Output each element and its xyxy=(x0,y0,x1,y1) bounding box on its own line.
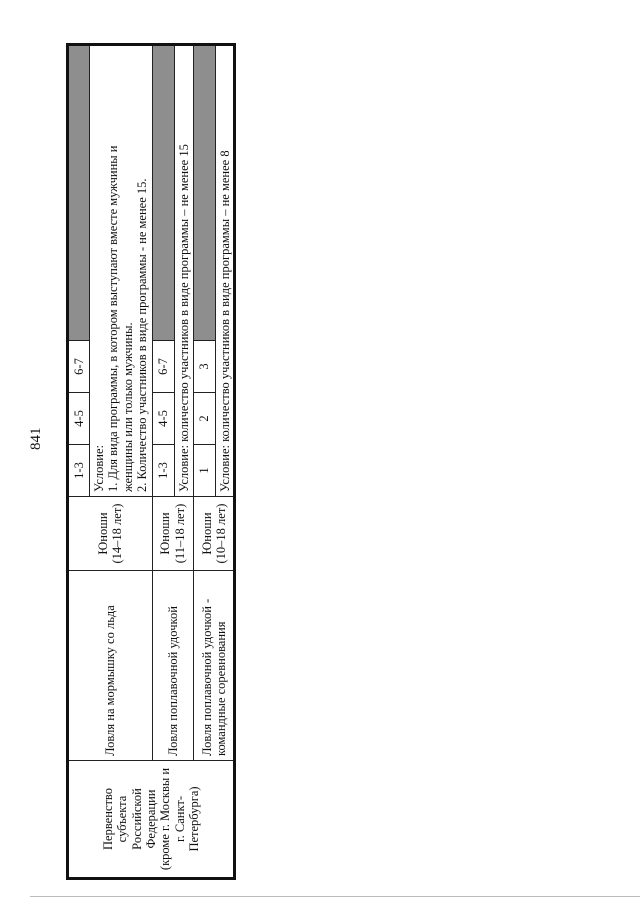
age-cell xyxy=(68,497,153,571)
count-cell: 4-5 xyxy=(68,393,90,445)
discipline-cell: Ловля поплавочной удочкой - командные соревнования xyxy=(193,571,234,761)
shaded-cell xyxy=(152,45,174,341)
condition-cell: Условие: количество участников в виде программы – не менее 8 xyxy=(215,45,234,497)
condition-line: 2. Количество участников в виде программы - не менее 15. xyxy=(135,178,150,492)
rotated-table-container xyxy=(66,46,236,880)
count-cell: 1 xyxy=(193,445,215,497)
condition-line: Условие: xyxy=(92,445,106,492)
age-group: Юноши xyxy=(158,512,173,555)
count-cell: 6-7 xyxy=(68,341,90,393)
discipline-cell: Ловля поплавочной удочкой xyxy=(152,571,193,761)
scan-edge-line xyxy=(30,896,640,897)
shaded-cell xyxy=(68,45,90,341)
count-cell: 1-3 xyxy=(68,445,90,497)
table-row xyxy=(193,45,215,879)
condition-cell: Условие: количество участников в виде программы – не менее 15 xyxy=(174,45,193,497)
age-cell xyxy=(152,497,193,571)
condition-cell xyxy=(90,45,153,497)
count-cell: 2 xyxy=(193,393,215,445)
age-range: (10–18 лет) xyxy=(214,503,229,564)
age-range: (14–18 лет) xyxy=(110,503,125,564)
age-group: Юноши xyxy=(95,512,110,555)
count-cell: 1-3 xyxy=(152,445,174,497)
table-row xyxy=(152,45,174,879)
discipline-cell: Ловля на мормышку со льда xyxy=(68,571,153,761)
condition-line: женщины или только мужчины. xyxy=(120,322,135,492)
age-group: Юноши xyxy=(199,512,214,555)
competition-line: (кроме г. Москвы и xyxy=(158,767,173,871)
competition-line: Первенство субъекта xyxy=(100,788,130,850)
age-cell xyxy=(193,497,234,571)
competition-cell xyxy=(68,761,235,879)
ranks-table xyxy=(66,43,236,880)
count-cell: 4-5 xyxy=(152,393,174,445)
age-range: (11–18 лет) xyxy=(172,503,187,564)
page-number: 841 xyxy=(28,427,44,450)
count-cell: 6-7 xyxy=(152,341,174,393)
table-row xyxy=(68,45,90,879)
condition-line: 1. Для вида программы, в котором выступают вместе мужчины и xyxy=(106,145,121,492)
competition-line: Российской Федерации xyxy=(129,788,158,850)
competition-line: г. Санкт-Петербурга) xyxy=(172,786,202,852)
count-cell: 3 xyxy=(193,341,215,393)
shaded-cell xyxy=(193,45,215,341)
